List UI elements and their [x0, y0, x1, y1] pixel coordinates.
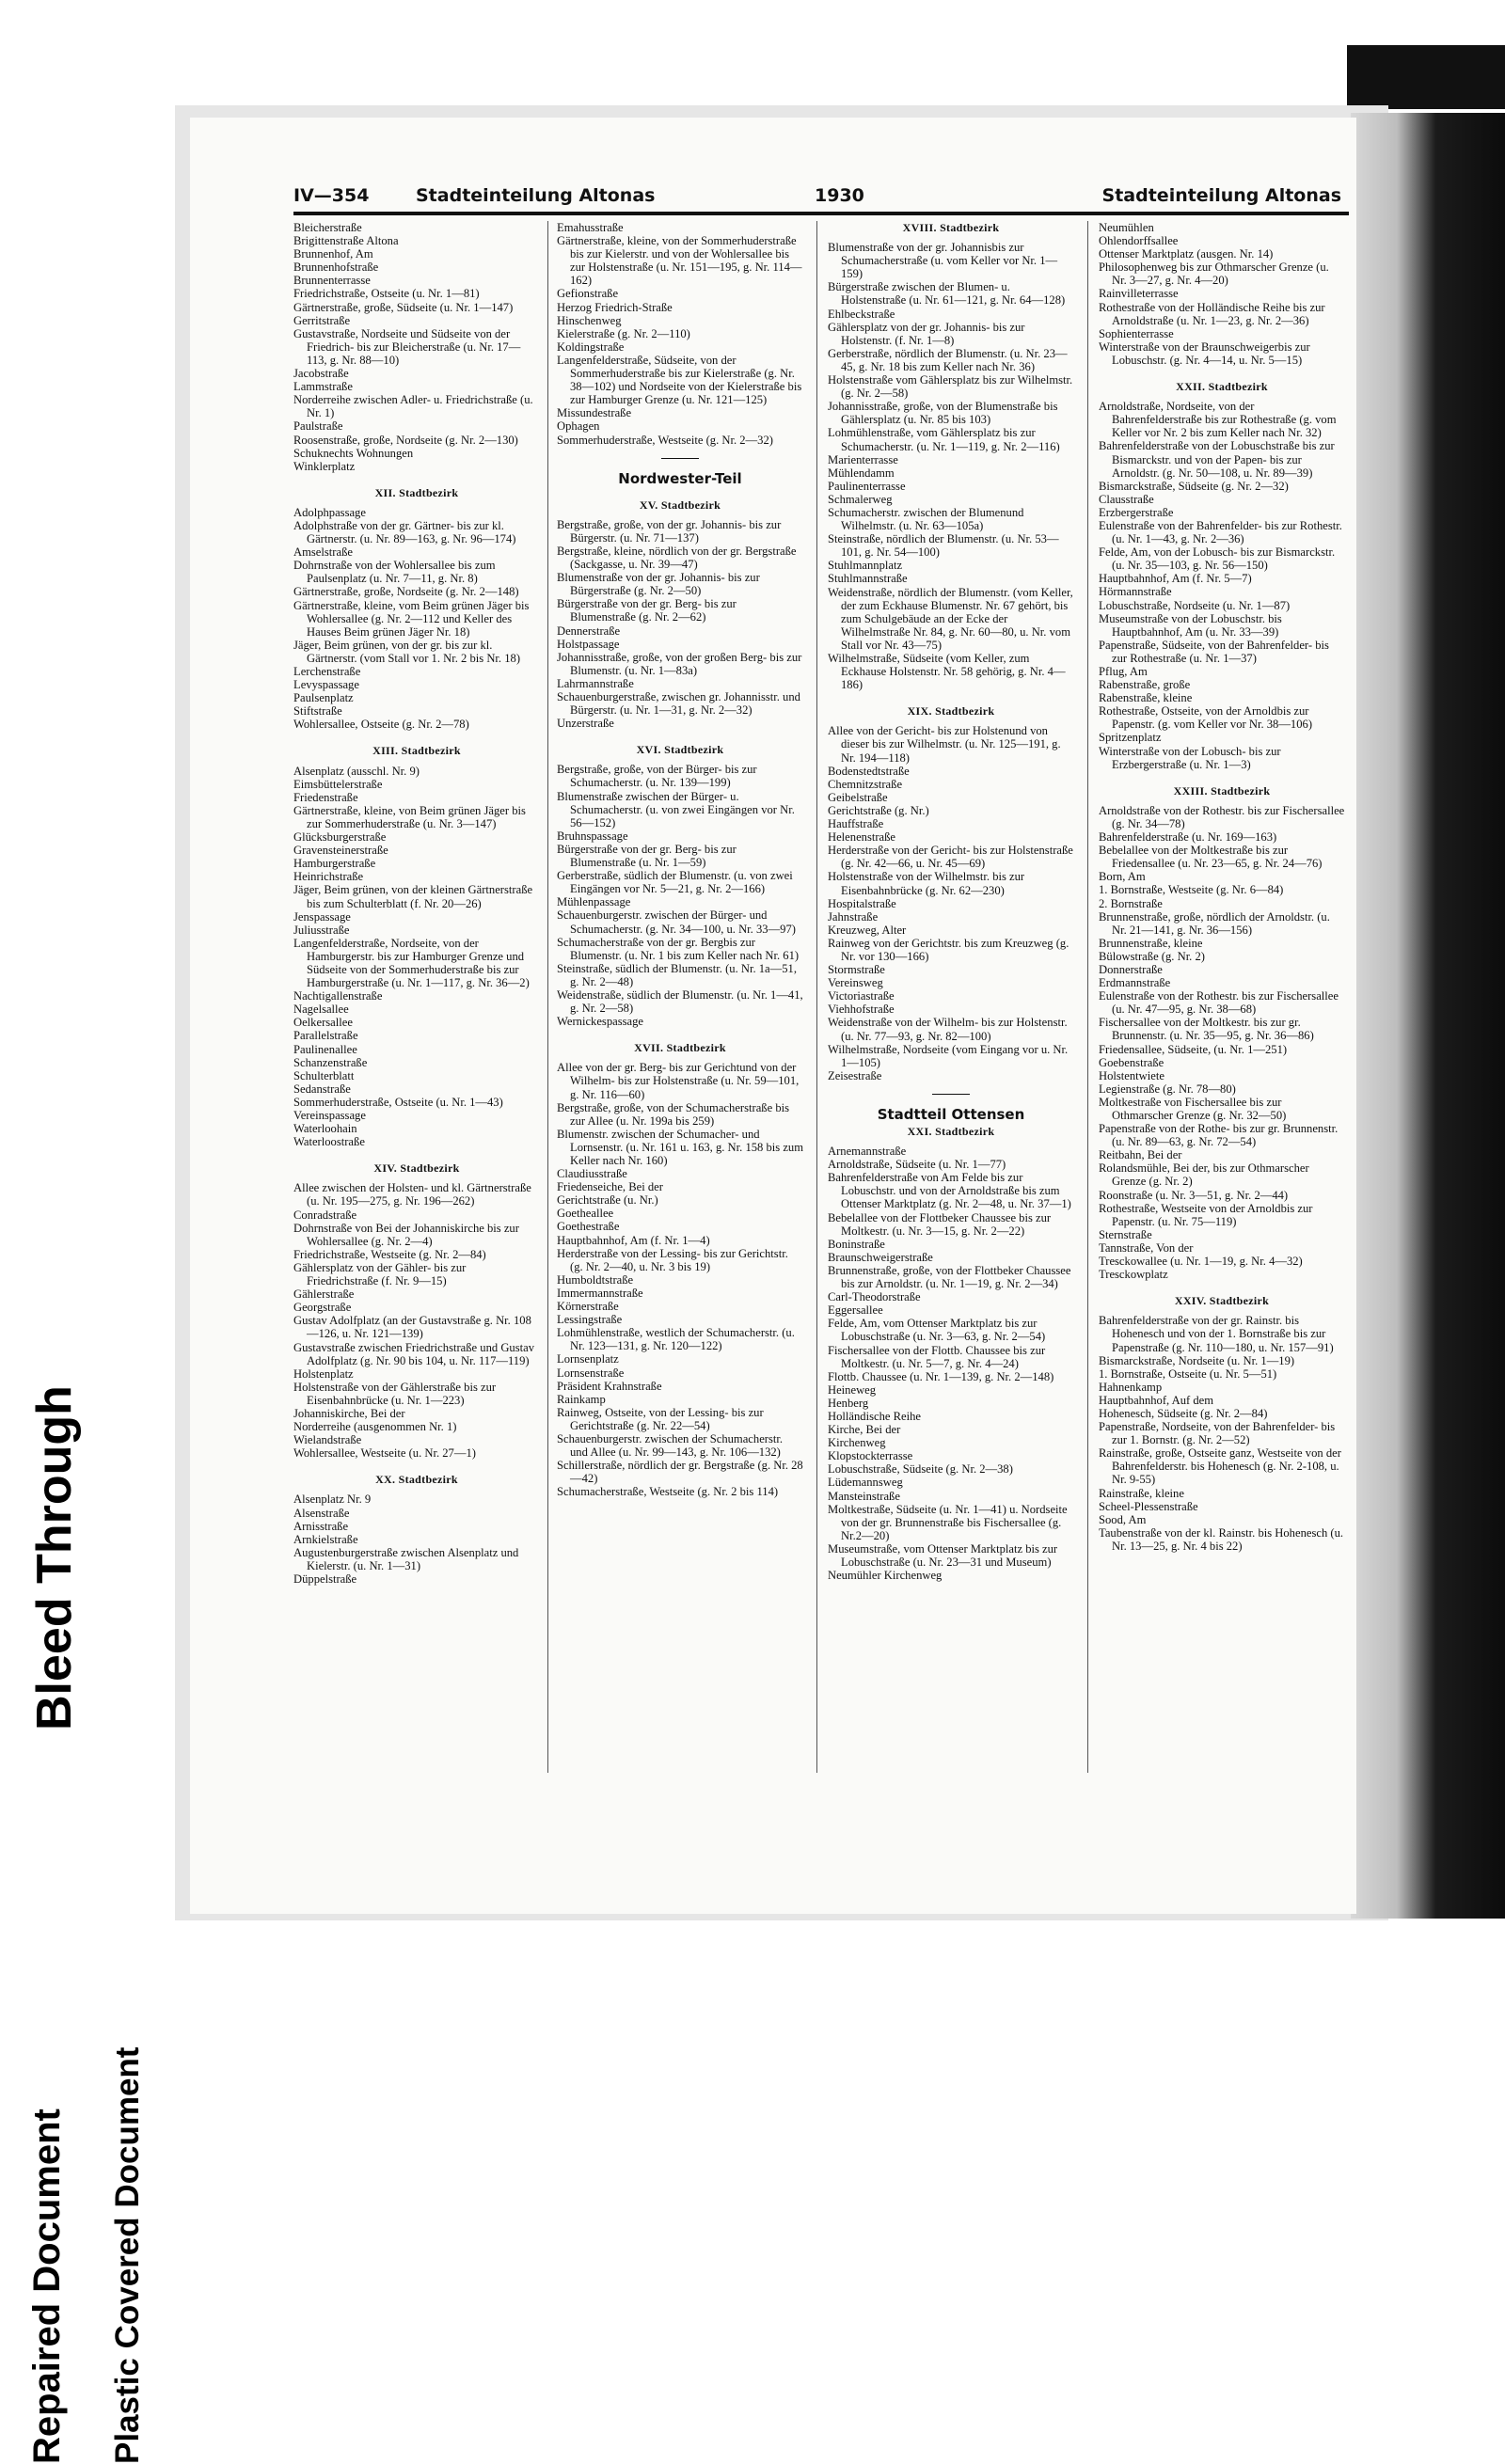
street-entry: Lohmühlenstraße, westlich der Schumacherstr. (u. Nr. 123—131, g. Nr. 120—122): [557, 1326, 795, 1353]
street-entry: Dohrnstraße von der Wohlersallee bis zum Paulsenplatz (u. Nr. 7—11, g. Nr. 8): [293, 559, 496, 586]
street-entry: Hamburgerstraße: [293, 857, 376, 871]
street-entry: Hauptbahnhof, Auf dem: [1099, 1393, 1214, 1407]
street-entry: Arnkielstraße: [293, 1532, 358, 1546]
street-entry: Boninstraße: [828, 1237, 885, 1251]
street-entry: Paulinenallee: [293, 1042, 357, 1056]
street-entry: Schauenburgerstraße, zwischen gr. Johannisstr. und Bürgerstr. (u. Nr. 1—31, g. Nr. 2—32): [557, 690, 800, 718]
scan-dark-edge: [1351, 113, 1505, 1919]
street-entry: Schmalerweg: [828, 492, 893, 506]
street-entry: Bergstraße, große, von der Bürger- bis zur Schumacherstr. (u. Nr. 139—199): [557, 763, 757, 790]
street-entry: Rainstraße, kleine: [1099, 1486, 1184, 1500]
street-entry: Arnisstraße: [293, 1519, 349, 1533]
street-entry: Wohlersallee, Westseite (u. Nr. 27—1): [293, 1446, 476, 1461]
district-heading: XXI. Stadtbezirk: [907, 1125, 995, 1138]
street-entry: Bruhnspassage: [557, 829, 628, 843]
district-heading: XXIV. Stadtbezirk: [1174, 1294, 1270, 1308]
street-entry: Johannisstraße, große, von der Blumenstraße bis Gählersplatz (u. Nr. 85 bis 103): [828, 400, 1058, 427]
street-entry: Lerchenstraße: [293, 665, 361, 678]
street-entry: Lüdemannsweg: [828, 1476, 903, 1490]
street-entry: Taubenstraße von der kl. Rainstr. bis Hohenesch (u. Nr. 13—25, g. Nr. 4 bis 22): [1099, 1525, 1344, 1553]
street-entry: Mansteinstraße: [828, 1489, 900, 1503]
street-entry: Schulterblatt: [293, 1068, 355, 1082]
street-entry: Papenstraße, Südseite, von der Bahrenfelder- bis zur Rothestraße (u. Nr. 1—37): [1099, 638, 1329, 665]
street-entry: 1. Bornstraße, Ostseite (u. Nr. 5—51): [1099, 1366, 1277, 1381]
header-title-right: Stadteinteilung Altonas: [1101, 185, 1341, 206]
street-entry: Sommerhuderstraße, Ostseite (u. Nr. 1—43): [293, 1095, 503, 1109]
street-entry: Hörmannstraße: [1099, 585, 1172, 599]
street-entry: Unzerstraße: [557, 717, 614, 731]
street-entry: Brunnenstraße, kleine: [1099, 936, 1203, 950]
street-entry: Clausstraße: [1099, 492, 1154, 506]
street-entry: Stiftstraße: [293, 704, 342, 719]
street-entry: Roosenstraße, große, Nordseite (g. Nr. 2—130): [293, 433, 518, 447]
street-entry: Holländische Reihe: [828, 1409, 921, 1423]
street-entry: Alsenplatz Nr. 9: [293, 1493, 372, 1507]
street-entry: Schumacherstraße von der gr. Bergbis zur Blumenstr. (u. Nr. 1 bis zum Keller nach Nr. 61): [557, 935, 800, 962]
street-entry: Bergstraße, kleine, nördlich von der gr. Bergstraße (Sackgasse, u. Nr. 39—47): [557, 544, 797, 572]
street-entry: Victoriastraße: [828, 989, 895, 1003]
street-entry: Carl-Theodorstraße: [828, 1290, 921, 1304]
street-entry: Klopstockterrasse: [828, 1449, 913, 1463]
street-entry: Gerritstraße: [293, 313, 351, 327]
street-entry: Holstentwiete: [1099, 1068, 1164, 1082]
street-entry: Donnerstraße: [1099, 962, 1163, 976]
street-entry: Wielandstraße: [293, 1433, 362, 1447]
street-entry: Kielerstraße (g. Nr. 2—110): [557, 326, 690, 340]
street-entry: Juliusstraße: [293, 923, 350, 937]
street-entry: Weidenstraße, nördlich der Blumenstr. (vom Keller, der zum Eckhause Blumenstr. Nr. 67 gehört, bis zum Schulgebäude an der Ecke der Wilhelmstraße Nr. 84, g. Nr. 60—80, u. Nr. vom Stall vor Nr. 43—75): [828, 585, 1073, 652]
street-entry: Dohrnstraße von Bei der Johanniskirche bis zur Wohlersallee (g. Nr. 2—4): [293, 1221, 519, 1248]
street-entry: Alsenstraße: [293, 1506, 350, 1520]
district-heading: XX. Stadtbezirk: [375, 1473, 458, 1487]
street-entry: Eulenstraße von der Rothestr. bis zur Fischersallee (u. Nr. 47—95, g. Nr. 38—68): [1099, 989, 1339, 1017]
street-entry: Conradstraße: [293, 1208, 357, 1222]
street-entry: Gustavstraße zwischen Friedrichstraße und Gustav Adolfplatz (g. Nr. 90 bis 104, u. Nr. 117—119): [293, 1340, 535, 1367]
column-4: [1099, 221, 1345, 1553]
street-entry: Adolphstraße von der gr. Gärtner- bis zur kl. Gärtnerstr. (u. Nr. 89—163, g. Nr. 96—174): [293, 518, 516, 546]
street-entry: Hospitalstraße: [828, 896, 896, 910]
street-entry: Stormstraße: [828, 963, 885, 977]
street-entry: Bismarckstraße, Nordseite (u. Nr. 1—19): [1099, 1353, 1295, 1367]
street-entry: Wohlersallee, Ostseite (g. Nr. 2—78): [293, 718, 469, 732]
street-entry: Bülowstraße (g. Nr. 2): [1099, 949, 1205, 963]
street-entry: Viehhofstraße: [828, 1003, 895, 1017]
street-entry: Geibelstraße: [828, 790, 888, 804]
street-entry: Alsenplatz (ausschl. Nr. 9): [293, 764, 420, 778]
street-entry: Immermannstraße: [557, 1286, 643, 1300]
street-entry: Wilhelmstraße, Nordseite (vom Eingang vor u. Nr. 1—105): [828, 1042, 1069, 1069]
street-entry: Schuknechts Wohnungen: [293, 446, 414, 460]
street-entry: Jacobstraße: [293, 367, 349, 381]
street-entry: Gärtnerstraße, kleine, vom Beim grünen Jäger bis Wohlersallee (g. Nr. 2—112 und Keller des Hauses Beim grünen Jäger Nr. 18): [293, 598, 530, 639]
street-entry: Arnoldstraße, Südseite (u. Nr. 1—77): [828, 1158, 1006, 1172]
street-entry: Gerberstraße, südlich der Blumenstr. (u. von zwei Eingängen vor Nr. 5—21, g. Nr. 2—166): [557, 869, 793, 896]
column-2: [557, 221, 803, 1498]
street-entry: Adolphpassage: [293, 505, 366, 519]
district-heading: XV. Stadtbezirk: [639, 498, 721, 512]
street-entry: Ohlendorffsallee: [1099, 234, 1179, 248]
repaired-document-label: Repaired Document: [26, 2109, 68, 2464]
street-entry: Claudiusstraße: [557, 1167, 627, 1181]
street-entry: Gustavstraße, Nordseite und Südseite von der Friedrich- bis zur Bleicherstraße (u. Nr. 17—113, g. Nr. 88—10): [293, 326, 521, 367]
document-page: [190, 118, 1356, 1914]
street-entry: Papenstraße von der Rothe- bis zur gr. Brunnenstr. (u. Nr. 89—63, g. Nr. 72—54): [1099, 1122, 1339, 1149]
district-heading: XIII. Stadtbezirk: [372, 744, 461, 758]
street-entry: Born, Am: [1099, 870, 1146, 884]
street-entry: Norderreihe (ausgenommen Nr. 1): [293, 1420, 457, 1434]
street-entry: Lessingstraße: [557, 1313, 623, 1327]
street-entry: Lobuschstraße, Südseite (g. Nr. 2—38): [828, 1462, 1013, 1477]
street-entry: Steinstraße, nördlich der Blumenstr. (u. Nr. 53—101, g. Nr. 54—100): [828, 532, 1059, 560]
street-entry: Museumstraße von der Lobuschstr. bis Hauptbahnhof, Am (u. Nr. 33—39): [1099, 611, 1282, 639]
street-entry: Lahrmannstraße: [557, 676, 634, 690]
column-3: [828, 221, 1074, 1582]
street-entry: Gefionstraße: [557, 287, 619, 301]
street-entry: Hohenesch, Südseite (g. Nr. 2—84): [1099, 1406, 1268, 1420]
street-entry: Gärtnerstraße, kleine, von Beim grünen Jäger bis zur Sommerhuderstraße (u. Nr. 3—147): [293, 803, 526, 830]
part-heading: Stadtteil Ottensen: [877, 1105, 1025, 1123]
street-entry: Roonstraße (u. Nr. 3—51, g. Nr. 2—44): [1099, 1188, 1289, 1202]
street-entry: Gustav Adolfplatz (an der Gustavstraße g. Nr. 108—126, u. Nr. 121—139): [293, 1314, 531, 1341]
street-entry: Lammstraße: [293, 380, 353, 394]
street-entry: Sedanstraße: [293, 1082, 351, 1096]
street-entry: Brunnenhofstraße: [293, 261, 379, 275]
street-entry: Friedenstraße: [293, 790, 358, 804]
street-entry: Herderstraße von der Lessing- bis zur Gerichtstr. (g. Nr. 2—40, u. Nr. 3 bis 19): [557, 1246, 788, 1273]
section-divider: [932, 1094, 970, 1095]
street-entry: Nagelsallee: [293, 1003, 349, 1017]
street-entry: Gärtnerstraße, große, Südseite (u. Nr. 1—147): [293, 300, 514, 314]
street-entry: Dennerstraße: [557, 624, 621, 638]
street-entry: Hauptbahnhof, Am (f. Nr. 1—4): [557, 1233, 710, 1247]
street-entry: Bebelallee von der Moltkestraße bis zur Friedensallee (u. Nr. 23—65, g. Nr. 24—76): [1099, 844, 1323, 871]
street-entry: Lohmühlenstraße, vom Gählersplatz bis zur Schumacherstr. (u. Nr. 1—119, g. Nr. 2—116): [828, 426, 1060, 453]
street-entry: Fischersallee von der Moltkestr. bis zur gr. Brunnenstr. (u. Nr. 35—95, g. Nr. 36—86): [1099, 1016, 1314, 1043]
street-entry: Vereinsweg: [828, 976, 883, 990]
street-entry: Stuhlmannplatz: [828, 559, 903, 573]
street-entry: Ehlbeckstraße: [828, 307, 895, 321]
street-entry: Ophagen: [557, 419, 600, 434]
street-entry: Erdmannstraße: [1099, 976, 1171, 990]
street-entry: Friedensallee, Südseite, (u. Nr. 1—251): [1099, 1042, 1288, 1056]
street-entry: Stuhlmannstraße: [828, 572, 908, 586]
street-entry: Goetheallee: [557, 1207, 614, 1221]
bleed-through-label: Bleed Through: [27, 1385, 82, 1730]
street-entry: Bürgerstraße von der gr. Berg- bis zur Blumenstraße (g. Nr. 2—62): [557, 597, 737, 624]
street-entry: Düppelstraße: [293, 1572, 357, 1586]
street-entry: Paulsenplatz: [293, 691, 354, 705]
street-entry: Langenfelderstraße, Südseite, von der Sommerhuderstraße bis zur Kielerstraße (g. Nr. 38—102) und Nordseite von der Kielerstraße bis zur Hamburger Grenze (u. Nr. 121—125): [557, 353, 802, 407]
street-entry: Bahrenfelderstraße (u. Nr. 169—163): [1099, 830, 1277, 845]
street-entry: Arnoldstraße von der Rothestr. bis zur Fischersallee (g. Nr. 34—78): [1099, 803, 1345, 830]
street-entry: Eggersallee: [828, 1303, 883, 1318]
street-entry: Kirchenweg: [828, 1436, 886, 1450]
street-entry: Neumühlen: [1099, 221, 1154, 234]
street-entry: Glücksburgerstraße: [293, 830, 387, 845]
street-entry: Präsident Krahnstraße: [557, 1379, 662, 1393]
street-entry: Philosophenweg bis zur Othmarscher Grenze (u. Nr. 3—27, g. Nr. 4—20): [1099, 261, 1329, 288]
street-entry: Bürgerstraße von der gr. Berg- bis zur Blumenstraße (u. Nr. 1—59): [557, 842, 737, 870]
street-entry: Koldingstraße: [557, 340, 625, 354]
street-entry: Helenenstraße: [828, 830, 896, 845]
street-entry: Kirche, Bei der: [828, 1423, 901, 1437]
street-entry: Nachtigallenstraße: [293, 989, 383, 1003]
street-entry: Blumenstr. zwischen der Schumacher- und Lornsenstr. (u. Nr. 161 u. 163, g. Nr. 158 bis zum Keller nach Nr. 160): [557, 1127, 804, 1167]
street-entry: Levyspassage: [293, 678, 359, 692]
street-entry: Neumühler Kirchenweg: [828, 1569, 943, 1583]
street-entry: Sophienterrasse: [1099, 326, 1174, 340]
street-entry: 2. Bornstraße: [1099, 896, 1163, 910]
street-entry: Holstenstraße vom Gählersplatz bis zur Wilhelmstr. (g. Nr. 2—58): [828, 373, 1073, 401]
street-entry: Holstenstraße von der Wilhelmstr. bis zur Eisenbahnbrücke (g. Nr. 62—230): [828, 870, 1025, 897]
street-entry: Gerberstraße, nördlich der Blumenstr. (u. Nr. 23—45, g. Nr. 18 bis zum Keller nach Nr. 36): [828, 346, 1068, 373]
street-entry: Sternstraße: [1099, 1227, 1152, 1241]
street-entry: Goebenstraße: [1099, 1055, 1164, 1069]
street-entry: Friedenseiche, Bei der: [557, 1180, 663, 1194]
scan-corner-mark: [1347, 45, 1505, 109]
street-entry: Tresckowplatz: [1099, 1268, 1168, 1282]
street-entry: Johannisstraße, große, von der großen Berg- bis zur Blumenstr. (u. Nr. 1—83a): [557, 650, 802, 677]
street-entry: Rothestraße von der Holländische Reihe bis zur Arnoldstraße (u. Nr. 1—23, g. Nr. 2—36): [1099, 300, 1325, 327]
street-entry: Holstenstraße von der Gählerstraße bis zur Eisenbahnbrücke (u. Nr. 1—223): [293, 1380, 497, 1407]
street-entry: Schauenburgerstr. zwischen der Bürger- und Schumacherstr. (g. Nr. 34—100, u. Nr. 33—97): [557, 908, 796, 936]
district-heading: XII. Stadtbezirk: [374, 485, 459, 499]
street-entry: Gählersplatz von der Gähler- bis zur Friedrichstraße (f. Nr. 9—15): [293, 1260, 467, 1288]
street-entry: Wilhelmstraße, Südseite (vom Keller, zum Eckhause Holstenstr. Nr. 58 gehörig, g. Nr. 4—186): [828, 652, 1066, 692]
street-entry: Moltkestraße von Fischersallee bis zur Othmarscher Grenze (g. Nr. 32—50): [1099, 1095, 1287, 1122]
street-entry: Moltkestraße, Südseite (u. Nr. 1—41) u. Nordseite von der gr. Brunnenstraße bis Fischersallee (g. Nr.2—20): [828, 1502, 1068, 1542]
street-entry: Schillerstraße, nördlich der gr. Bergstraße (g. Nr. 28—42): [557, 1459, 803, 1486]
street-entry: Holstenplatz: [293, 1366, 354, 1381]
street-entry: Rothestraße, Westseite von der Arnoldbis zur Papenstr. (u. Nr. 75—119): [1099, 1201, 1313, 1228]
street-entry: Körnerstraße: [557, 1300, 619, 1314]
column-divider: [547, 221, 548, 1773]
street-entry: Johanniskirche, Bei der: [293, 1406, 405, 1420]
street-entry: Hahnenkamp: [1099, 1380, 1163, 1394]
street-entry: Rolandsmühle, Bei der, bis zur Othmarscher Grenze (g. Nr. 2): [1099, 1161, 1309, 1189]
street-entry: Goethestraße: [557, 1220, 620, 1234]
street-entry: Papenstraße, Nordseite, von der Bahrenfelder- bis zur 1. Bornstr. (g. Nr. 2—52): [1099, 1420, 1336, 1447]
street-entry: Eulenstraße von der Bahrenfelder- bis zur Rothestr. (u. Nr. 1—43, g. Nr. 2—36): [1099, 518, 1342, 546]
street-entry: Rainvilleterrasse: [1099, 287, 1179, 301]
street-entry: Pflug, Am: [1099, 665, 1148, 678]
street-entry: Bleicherstraße: [293, 221, 362, 234]
street-entry: Friedrichstraße, Westseite (g. Nr. 2—84): [293, 1247, 486, 1261]
street-entry: Brunnenterrasse: [293, 274, 371, 288]
street-entry: Kreuzweg, Alter: [828, 923, 907, 937]
street-entry: Gerichtstraße (g. Nr.): [828, 803, 929, 817]
street-entry: Jahnstraße: [828, 909, 879, 924]
street-entry: Schumacherstraße, Westseite (g. Nr. 2 bis 114): [557, 1485, 779, 1499]
district-heading: XVI. Stadtbezirk: [636, 743, 724, 757]
district-heading: XIX. Stadtbezirk: [907, 704, 995, 719]
street-entry: Brunnenstraße, große, von der Flottbeker Chaussee bis zur Arnoldstr. (u. Nr. 1—19, g. Nr. 2—34): [828, 1263, 1071, 1291]
street-entry: Lornsenplatz: [557, 1352, 619, 1366]
street-entry: Schanzenstraße: [293, 1055, 368, 1069]
street-entry: Bergstraße, große, von der Schumacherstraße bis zur Allee (u. Nr. 199a bis 259): [557, 1100, 790, 1128]
street-entry: Brigittenstraße Altona: [293, 234, 399, 248]
street-entry: Rainweg von der Gerichtstr. bis zum Kreuzweg (g. Nr. vor 130—166): [828, 936, 1069, 963]
column-1: [293, 221, 540, 1586]
street-entry: Mühlendamm: [828, 466, 895, 480]
street-entry: Scheel-Plessenstraße: [1099, 1499, 1198, 1513]
street-entry: 1. Bornstraße, Westseite (g. Nr. 6—84): [1099, 883, 1284, 897]
street-entry: Sood, Am: [1099, 1512, 1147, 1526]
street-entry: Humboldtstraße: [557, 1272, 634, 1287]
page-header: [293, 185, 1347, 212]
header-year: 1930: [815, 185, 864, 206]
street-entry: Bahrenfelderstraße von der gr. Rainstr. bis Hohenesch und von der 1. Bornstraße bis zur Papenstraße (g. Nr. 110—180, u. Nr. 157—91): [1099, 1314, 1334, 1354]
damage-label-sidebar: [0, 734, 160, 2464]
street-entry: Rainweg, Ostseite, von der Lessing- bis zur Gerichtstraße (g. Nr. 22—54): [557, 1405, 764, 1432]
street-entry: Vereinspassage: [293, 1109, 366, 1122]
street-entry: Rothestraße, Ostseite, von der Arnoldbis zur Papenstr. (g. vom Keller vor Nr. 38—106): [1099, 704, 1313, 732]
street-entry: Blumenstraße von der gr. Johannisbis zur Schumacherstraße (u. vom Keller vor Nr. 1—159): [828, 241, 1058, 281]
street-entry: Weidenstraße, südlich der Blumenstr. (u. Nr. 1—41, g. Nr. 2—58): [557, 987, 803, 1016]
street-entry: Augustenburgerstraße zwischen Alsenplatz und Kielerstr. (u. Nr. 1—31): [293, 1545, 519, 1572]
street-entry: Bergstraße, große, von der gr. Johannis- bis zur Bürgerstr. (u. Nr. 71—137): [557, 517, 782, 545]
street-entry: Bodenstedtstraße: [828, 764, 910, 778]
street-entry: Paulstraße: [293, 419, 343, 434]
street-entry: Allee von der gr. Berg- bis zur Gerichtund von der Wilhelm- bis zur Holstenstraße (u. Nr. 59—101, g. Nr. 116—60): [557, 1061, 800, 1101]
street-entry: Eimsbüttelerstraße: [293, 777, 383, 791]
street-entry: Arnemannstraße: [828, 1145, 907, 1159]
header-rule: [293, 212, 1349, 215]
street-entry: Mühlenpassage: [557, 895, 631, 909]
street-entry: Heinrichstraße: [293, 870, 364, 884]
street-entry: Rabenstraße, kleine: [1099, 691, 1193, 705]
street-entry: Reitbahn, Bei der: [1099, 1148, 1182, 1162]
street-entry: Wernickespassage: [557, 1015, 643, 1029]
column-divider: [816, 221, 817, 1773]
street-entry: Bismarckstraße, Südseite (g. Nr. 2—32): [1099, 479, 1289, 493]
street-entry: Bürgerstraße zwischen der Blumen- u. Holstenstraße (u. Nr. 61—121, g. Nr. 64—128): [828, 280, 1066, 308]
street-entry: Legienstraße (g. Nr. 78—80): [1099, 1082, 1236, 1096]
street-entry: Gählerstraße: [293, 1287, 355, 1302]
street-entry: Norderreihe zwischen Adler- u. Friedrichstraße (u. Nr. 1): [293, 393, 533, 420]
header-title-left: Stadteinteilung Altonas: [416, 185, 656, 206]
street-entry: Schumacherstr. zwischen der Blumenund Wilhelmstr. (u. Nr. 63—105a): [828, 505, 1024, 533]
street-entry: Brunnenhof, Am: [293, 247, 373, 261]
street-entry: Lornsenstraße: [557, 1366, 625, 1380]
street-entry: Parallelstraße: [293, 1029, 358, 1043]
street-entry: Emahusstraße: [557, 221, 624, 234]
street-entry: Hinschenweg: [557, 313, 622, 327]
street-entry: Waterloohain: [293, 1122, 357, 1136]
plastic-covered-document-label: Plastic Covered Document: [109, 2046, 146, 2464]
street-entry: Winklerplatz: [293, 459, 356, 473]
street-entry: Georgstraße: [293, 1301, 352, 1315]
part-heading: Nordwester-Teil: [618, 469, 742, 487]
street-entry: Herderstraße von der Gericht- bis zur Holstenstraße (g. Nr. 42—66, u. Nr. 45—69): [828, 844, 1073, 871]
street-entry: Bahrenfelderstraße von der Lobuschstraße bis zur Bismarckstr. und von der Papen- bis zur Arnoldstr. (g. Nr. 50—108, u. Nr. 89—39): [1099, 439, 1335, 480]
street-entry: Weidenstraße von der Wilhelm- bis zur Holstenstr. (u. Nr. 77—93, g. Nr. 82—100): [828, 1016, 1068, 1043]
street-entry: Chemnitzstraße: [828, 777, 903, 791]
street-entry: Missundestraße: [557, 406, 632, 420]
street-entry: Spritzenplatz: [1099, 731, 1162, 745]
street-entry: Gärtnerstraße, große, Nordseite (g. Nr. 2—148): [293, 585, 519, 599]
street-entry: Arnoldstraße, Nordseite, von der Bahrenfelderstraße bis zur Rothestraße (g. vom Keller vor Nr. 2 bis zum Keller nach Nr. 32): [1099, 400, 1337, 440]
street-entry: Herzog Friedrich-Straße: [557, 300, 673, 314]
street-entry: Brunnenstraße, große, nördlich der Arnoldstr. (u. Nr. 21—141, g. Nr. 36—156): [1099, 909, 1330, 937]
district-heading: XVII. Stadtbezirk: [634, 1041, 726, 1055]
street-entry: Waterloostraße: [293, 1135, 365, 1149]
street-entry: Gählersplatz von der gr. Johannis- bis zur Holstenstr. (f. Nr. 1—8): [828, 320, 1025, 347]
street-entry: Flottb. Chaussee (u. Nr. 1—139, g. Nr. 2—148): [828, 1369, 1054, 1383]
street-entry: Allee zwischen der Holsten- und kl. Gärtnerstraße (u. Nr. 195—275, g. Nr. 196—262): [293, 1181, 531, 1208]
street-entry: Fischersallee von der Flottb. Chaussee bis zur Moltkestr. (u. Nr. 5—7, g. Nr. 4—24): [828, 1343, 1046, 1370]
street-entry: Winterstraße von der Lobusch- bis zur Erzbergerstraße (u. Nr. 1—3): [1099, 744, 1281, 771]
street-entry: Gerichtstraße (u. Nr.): [557, 1193, 658, 1208]
street-entry: Ottenser Marktplatz (ausgen. Nr. 14): [1099, 247, 1274, 261]
district-heading: XXII. Stadtbezirk: [1176, 380, 1268, 394]
street-entry: Allee von der Gericht- bis zur Holstenund von dieser bis zur Wilhelmstr. (u. Nr. 125—191, g. Nr. 194—118): [828, 724, 1061, 765]
street-entry: Schauenburgerstr. zwischen der Schumacherstr. und Allee (u. Nr. 99—143, g. Nr. 106—132): [557, 1431, 784, 1460]
street-entry: Rabenstraße, große: [1099, 678, 1191, 692]
street-entry: Paulinenterrasse: [828, 479, 906, 493]
street-entry: Gravensteinerstraße: [293, 844, 388, 858]
street-entry: Jäger, Beim grünen, von der kleinen Gärtnerstraße bis zum Schulterblatt (f. Nr. 20—26): [293, 883, 533, 910]
district-heading: XVIII. Stadtbezirk: [902, 221, 1000, 234]
district-heading: XIV. Stadtbezirk: [373, 1161, 460, 1176]
street-entry: Friedrichstraße, Ostseite (u. Nr. 1—81): [293, 287, 480, 301]
street-entry: Langenfelderstraße, Nordseite, von der Hamburgerstr. bis zur Hamburger Grenze und Südseite von der Sommerhuderstraße bis zur Hamburgerstraße (u. Nr. 1—117, g. Nr. 36—2): [293, 936, 530, 990]
street-entry: Museumstraße, vom Ottenser Marktplatz bis zur Lobuschstraße (u. Nr. 23—31 und Museum): [828, 1541, 1058, 1569]
street-entry: Bebelallee von der Flottbeker Chaussee bis zur Moltkestr. (u. Nr. 3—15, g. Nr. 2—22): [828, 1210, 1052, 1238]
street-entry: Erzbergerstraße: [1099, 505, 1174, 519]
street-entry: Felde, Am, von der Lobusch- bis zur Bismarckstr. (u. Nr. 35—103, g. Nr. 56—150): [1099, 545, 1336, 573]
street-entry: Hauffstraße: [828, 817, 884, 831]
street-entry: Hauptbahnhof, Am (f. Nr. 5—7): [1099, 572, 1252, 586]
street-entry: Bahrenfelderstraße von Am Felde bis zur Lobuschstr. und von der Arnoldstraße bis zum Ottenser Marktplatz (g. Nr. 2—48, u. Nr. 37—1): [828, 1171, 1071, 1211]
street-entry: Steinstraße, südlich der Blumenstr. (u. Nr. 1a—51, g. Nr. 2—48): [557, 961, 797, 988]
street-entry: Felde, Am, vom Ottenser Marktplatz bis zur Lobuschstraße (u. Nr. 3—63, g. Nr. 2—54): [828, 1317, 1046, 1344]
street-entry: Rainkamp: [557, 1392, 606, 1406]
street-entry: Henberg: [828, 1396, 869, 1410]
street-entry: Amselstraße: [293, 545, 353, 560]
street-entry: Zeisestraße: [828, 1068, 882, 1082]
section-divider: [661, 458, 699, 459]
street-entry: Rainstraße, große, Ostseite ganz, Westseite von der Bahrenfelderstr. bis Hohenesch (g. Nr. 2-108, u. Nr. 9-55): [1099, 1446, 1341, 1487]
street-entry: Braunschweigerstraße: [828, 1250, 933, 1264]
district-heading: XXIII. Stadtbezirk: [1173, 783, 1271, 798]
street-entry: Oelkersallee: [293, 1016, 353, 1030]
street-entry: Holstpassage: [557, 637, 620, 651]
street-entry: Sommerhuderstraße, Westseite (g. Nr. 2—32): [557, 433, 773, 447]
street-entry: Jäger, Beim grünen, von der gr. bis zur kl. Gärtnerstr. (vom Stall vor 1. Nr. 2 bis Nr. 18): [293, 638, 521, 665]
street-entry: Lobuschstraße, Nordseite (u. Nr. 1—87): [1099, 598, 1291, 612]
street-entry: Winterstraße von der Braunschweigerbis zur Lobuschstr. (g. Nr. 4—14, u. Nr. 5—15): [1099, 340, 1310, 367]
street-entry: Heineweg: [828, 1382, 877, 1397]
street-entry: Tresckowallee (u. Nr. 1—19, g. Nr. 4—32): [1099, 1255, 1303, 1269]
street-entry: Gärtnerstraße, kleine, von der Sommerhuderstraße bis zur Kielerstr. und von der Wohlersallee bis zur Holstenstraße (u. Nr. 151—195, g. Nr. 114—162): [557, 234, 802, 288]
street-entry: Tannstraße, Von der: [1099, 1240, 1194, 1255]
street-entry: Blumenstraße zwischen der Bürger- u. Schumacherstr. (u. von zwei Eingängen vor Nr. 56—152): [557, 789, 795, 829]
column-divider: [1087, 221, 1088, 1773]
street-entry: Blumenstraße von der gr. Johannis- bis zur Bürgerstraße (g. Nr. 2—50): [557, 571, 760, 598]
street-entry: Jenspassage: [293, 909, 351, 924]
page-number: IV—354: [293, 185, 370, 206]
street-entry: Marienterrasse: [828, 452, 898, 466]
